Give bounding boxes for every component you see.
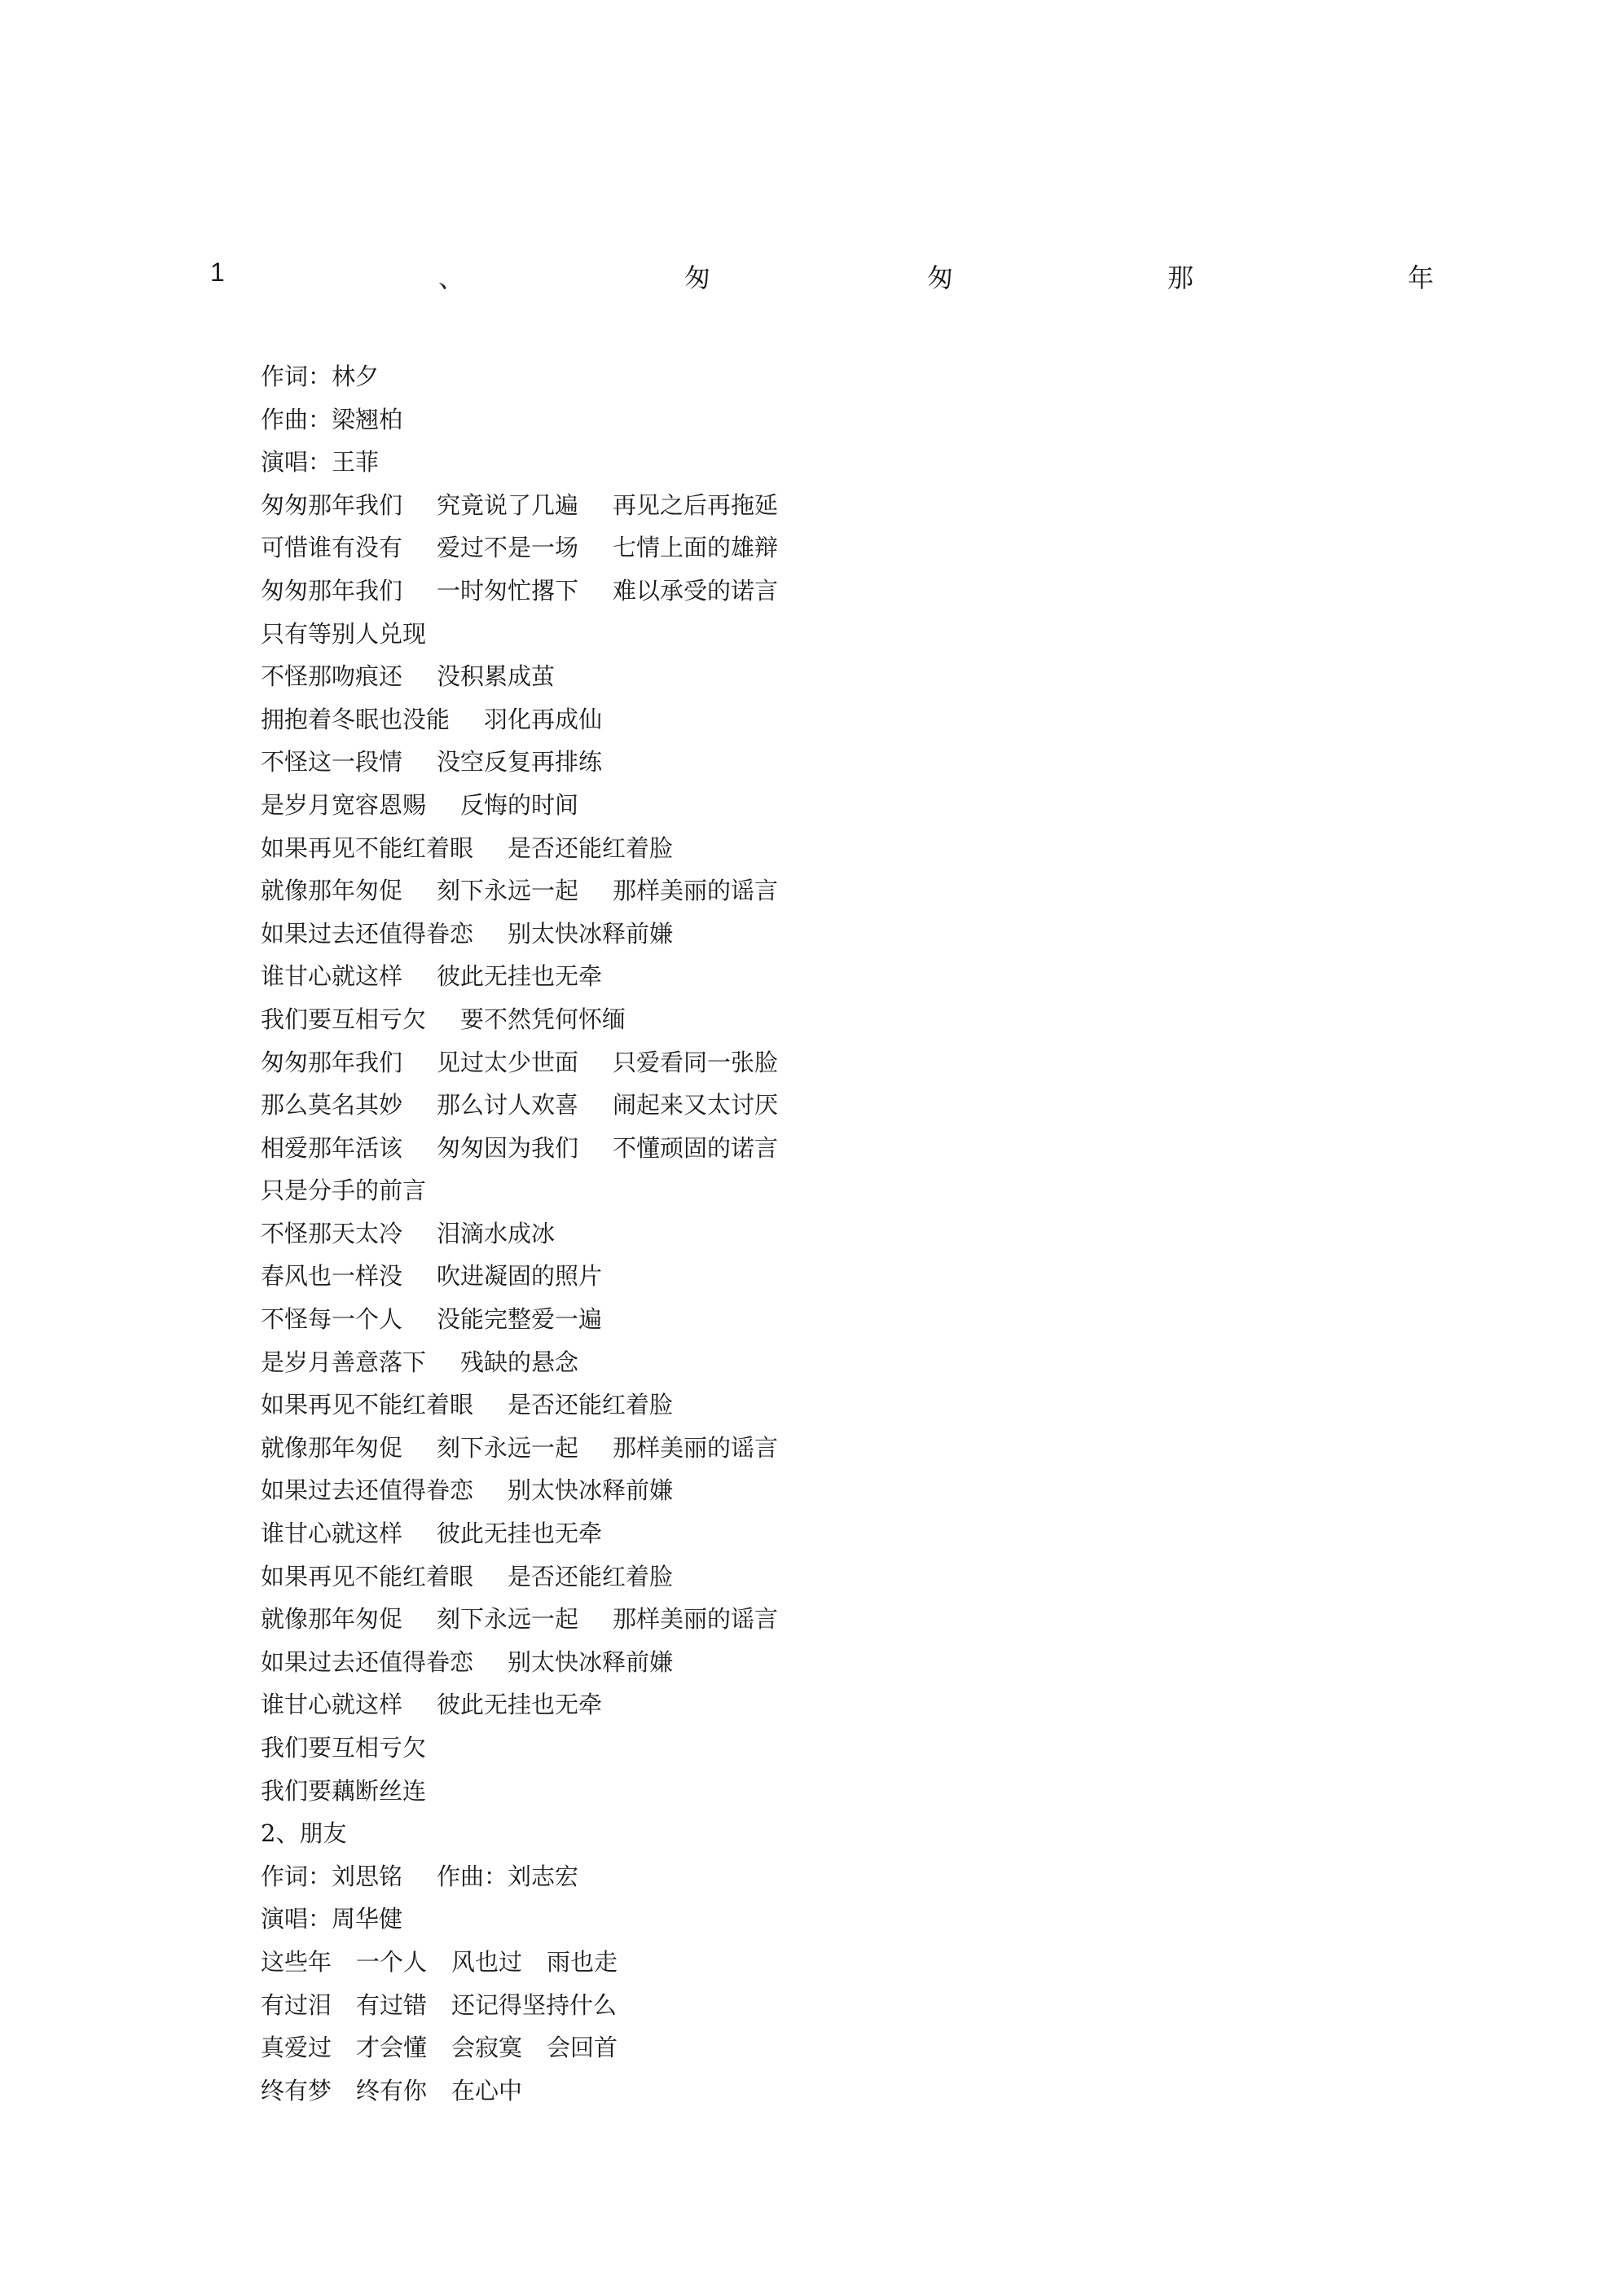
song-1-lyric-line <box>261 1084 1401 1127</box>
song-1-credit: 作词：林夕 <box>261 363 380 390</box>
lyric-segment: 是否还能红着脸 <box>508 834 674 862</box>
lyric-segment: 那样美丽的谣言 <box>613 1433 779 1462</box>
lyric-segment: 匆匆那年我们 <box>261 576 403 605</box>
lyric-segment: 不怪每一个人 <box>261 1305 403 1334</box>
lyric-segment: 彼此无挂也无牵 <box>437 962 603 991</box>
song-1-lyric-line <box>261 1598 1401 1641</box>
lyric-segment: 如果再见不能红着眼 <box>261 834 474 862</box>
song-1-lyric-line <box>261 1555 1401 1599</box>
lyric-segment: 终有梦 <box>261 2076 332 2105</box>
song-1-separator: 、 <box>438 262 465 293</box>
lyric-segment: 刻下永远一起 <box>437 877 579 905</box>
song-1-number: 1 <box>210 257 225 287</box>
lyric-segment: 相爱那年活该 <box>261 1133 403 1162</box>
lyric-segment: 不怪那吻痕还 <box>261 662 403 691</box>
lyric-segment: 是岁月善意落下 <box>261 1348 427 1376</box>
lyric-segment: 是否还能红着脸 <box>508 1391 674 1419</box>
song-1-lyric-line <box>261 741 1401 784</box>
song-2-lyric-line <box>261 2069 1401 2113</box>
lyric-segment: 究竟说了几遍 <box>437 490 579 519</box>
lyric-segment: 那样美丽的谣言 <box>613 1605 779 1634</box>
song-1-lyric-line <box>261 1212 1401 1256</box>
lyric-segment: 匆匆那年我们 <box>261 490 403 519</box>
lyric-segment: 真爱过 <box>261 2034 332 2062</box>
lyric-segment: 只是分手的前言 <box>261 1177 427 1205</box>
lyric-segment: 不怪这一段情 <box>261 748 403 776</box>
lyric-segment: 没能完整爱一遍 <box>437 1305 603 1334</box>
lyric-segment: 春风也一样没 <box>261 1262 403 1291</box>
lyric-segment: 闹起来又太讨厌 <box>613 1091 779 1119</box>
lyric-segment: 谁甘心就这样 <box>261 962 403 991</box>
song-1-title-char: 年 <box>1408 262 1435 293</box>
lyric-segment: 我们要藕断丝连 <box>261 1776 427 1805</box>
song-2-credit <box>261 1855 1401 1898</box>
lyric-segment: 残缺的悬念 <box>460 1348 579 1376</box>
song-1-lyric-line <box>261 484 1401 527</box>
song-1-lyric-line <box>261 1641 1401 1684</box>
song-1-lyric-line <box>261 698 1401 741</box>
song-2-title: 2、朋友 <box>261 1819 347 1848</box>
lyric-segment: 见过太少世面 <box>437 1048 579 1076</box>
song-2-lyric-line <box>261 2026 1401 2069</box>
lyric-segment: 难以承受的诺言 <box>613 576 779 605</box>
song-2-credit <box>261 1898 1401 1941</box>
lyric-segment: 有过泪 <box>261 1990 332 2019</box>
song-2-lyric-line <box>261 1984 1401 2027</box>
song-1-lyric-line <box>261 1341 1401 1384</box>
lyric-segment: 是岁月宽容恩赐 <box>261 790 427 819</box>
song-1-lyric-line <box>261 1726 1401 1770</box>
song-1-lyric-line <box>261 1383 1401 1427</box>
lyric-segment: 终有你 <box>356 2076 428 2105</box>
lyric-segment: 如果过去还值得眷恋 <box>261 1476 474 1505</box>
lyric-segment: 那样美丽的谣言 <box>613 877 779 905</box>
lyric-segment: 这些年 <box>261 1947 332 1976</box>
lyric-segment: 彼此无挂也无牵 <box>437 1691 603 1719</box>
lyric-segment: 刻下永远一起 <box>437 1605 579 1634</box>
song-1-credit: 作曲：梁翘柏 <box>261 405 403 433</box>
song-1-lyric-line <box>261 1469 1401 1512</box>
lyric-segment: 要不然凭何怀缅 <box>460 1005 626 1033</box>
lyric-segment: 没积累成茧 <box>437 662 556 691</box>
lyrics-body <box>261 355 1401 2112</box>
lyric-segment: 再见之后再拖延 <box>613 490 779 519</box>
song-1-title-char: 那 <box>1167 262 1194 293</box>
lyric-segment: 吹进凝固的照片 <box>437 1262 603 1291</box>
lyric-segment: 作曲：刘志宏 <box>437 1862 579 1890</box>
lyric-segment: 羽化再成仙 <box>484 705 603 733</box>
song-1-credit: 演唱：王菲 <box>261 448 380 477</box>
song-2-lyric-line <box>261 1941 1401 1984</box>
song-1-lyric-line <box>261 570 1401 613</box>
lyric-segment: 没空反复再排练 <box>437 748 603 776</box>
song-1-lyric-line <box>261 1770 1401 1813</box>
song-1-lyric-line <box>261 1427 1401 1470</box>
song-1-title <box>210 257 1434 298</box>
song-1-lyric-line <box>261 1169 1401 1212</box>
lyric-segment: 可惜谁有没有 <box>261 534 403 562</box>
song-1-lyric-line <box>261 613 1401 656</box>
lyric-segment: 雨也走 <box>547 1947 618 1976</box>
song-1-lyric-line <box>261 913 1401 956</box>
song-1-lyric-line <box>261 526 1401 570</box>
song-1-lyric-line <box>261 1683 1401 1726</box>
lyric-segment: 谁甘心就这样 <box>261 1691 403 1719</box>
lyric-segment: 那么莫名其妙 <box>261 1091 403 1119</box>
lyric-segment: 彼此无挂也无牵 <box>437 1520 603 1548</box>
lyric-segment: 我们要互相亏欠 <box>261 1734 427 1762</box>
lyric-segment: 就像那年匆促 <box>261 1605 403 1634</box>
lyric-segment: 匆匆那年我们 <box>261 1048 403 1076</box>
lyric-segment: 如果再见不能红着眼 <box>261 1562 474 1590</box>
lyric-segment: 作词：刘思铭 <box>261 1862 403 1890</box>
lyric-segment: 会寂寞 <box>451 2034 523 2062</box>
lyric-segment: 一时匆忙撂下 <box>437 576 579 605</box>
lyric-segment: 爱过不是一场 <box>437 534 579 562</box>
lyric-segment: 只有等别人兑现 <box>261 619 427 648</box>
lyric-segment: 会回首 <box>547 2034 618 2062</box>
song-1-title-char: 匆 <box>684 262 711 293</box>
song-1-lyric-line <box>261 1255 1401 1298</box>
song-1-lyric-line <box>261 1512 1401 1555</box>
lyric-segment: 别太快冰释前嫌 <box>508 1647 674 1676</box>
lyric-segment: 不怪那天太冷 <box>261 1219 403 1247</box>
lyric-segment: 反悔的时间 <box>460 790 579 819</box>
lyric-segment: 风也过 <box>451 1947 523 1976</box>
song-1-title-char: 匆 <box>927 262 954 293</box>
song-1-lyric-line <box>261 655 1401 698</box>
lyric-segment: 一个人 <box>356 1947 428 1976</box>
lyric-segment: 如果再见不能红着眼 <box>261 1391 474 1419</box>
lyric-segment: 在心中 <box>451 2076 523 2105</box>
lyric-segment: 演唱：周华健 <box>261 1905 403 1933</box>
song-1-lyric-line <box>261 784 1401 827</box>
lyric-segment: 匆匆因为我们 <box>437 1133 579 1162</box>
lyric-segment: 如果过去还值得眷恋 <box>261 919 474 948</box>
lyric-segment: 就像那年匆促 <box>261 877 403 905</box>
song-1-lyric-line <box>261 1041 1401 1084</box>
lyric-segment: 刻下永远一起 <box>437 1433 579 1462</box>
lyric-segment: 泪滴水成冰 <box>437 1219 556 1247</box>
lyric-segment: 有过错 <box>356 1990 428 2019</box>
song-1-lyric-line <box>261 955 1401 998</box>
lyric-segment: 我们要互相亏欠 <box>261 1005 427 1033</box>
song-1-lyric-line <box>261 998 1401 1041</box>
lyric-segment: 别太快冰释前嫌 <box>508 919 674 948</box>
song-1-lyric-line <box>261 1127 1401 1170</box>
lyric-segment: 那么讨人欢喜 <box>437 1091 579 1119</box>
lyric-segment: 就像那年匆促 <box>261 1433 403 1462</box>
lyric-segment: 如果过去还值得眷恋 <box>261 1647 474 1676</box>
lyric-segment: 别太快冰释前嫌 <box>508 1476 674 1505</box>
song-1-lyric-line <box>261 827 1401 870</box>
lyric-segment: 只爱看同一张脸 <box>613 1048 779 1076</box>
lyric-segment: 不懂顽固的诺言 <box>613 1133 779 1162</box>
lyric-segment: 是否还能红着脸 <box>508 1562 674 1590</box>
song-1-lyric-line <box>261 1298 1401 1341</box>
lyric-segment: 还记得坚持什么 <box>451 1990 618 2019</box>
lyric-segment: 拥抱着冬眠也没能 <box>261 705 451 733</box>
lyric-segment: 谁甘心就这样 <box>261 1520 403 1548</box>
lyric-segment: 七情上面的雄辩 <box>613 534 779 562</box>
lyric-segment: 才会懂 <box>356 2034 428 2062</box>
song-1-lyric-line <box>261 869 1401 913</box>
